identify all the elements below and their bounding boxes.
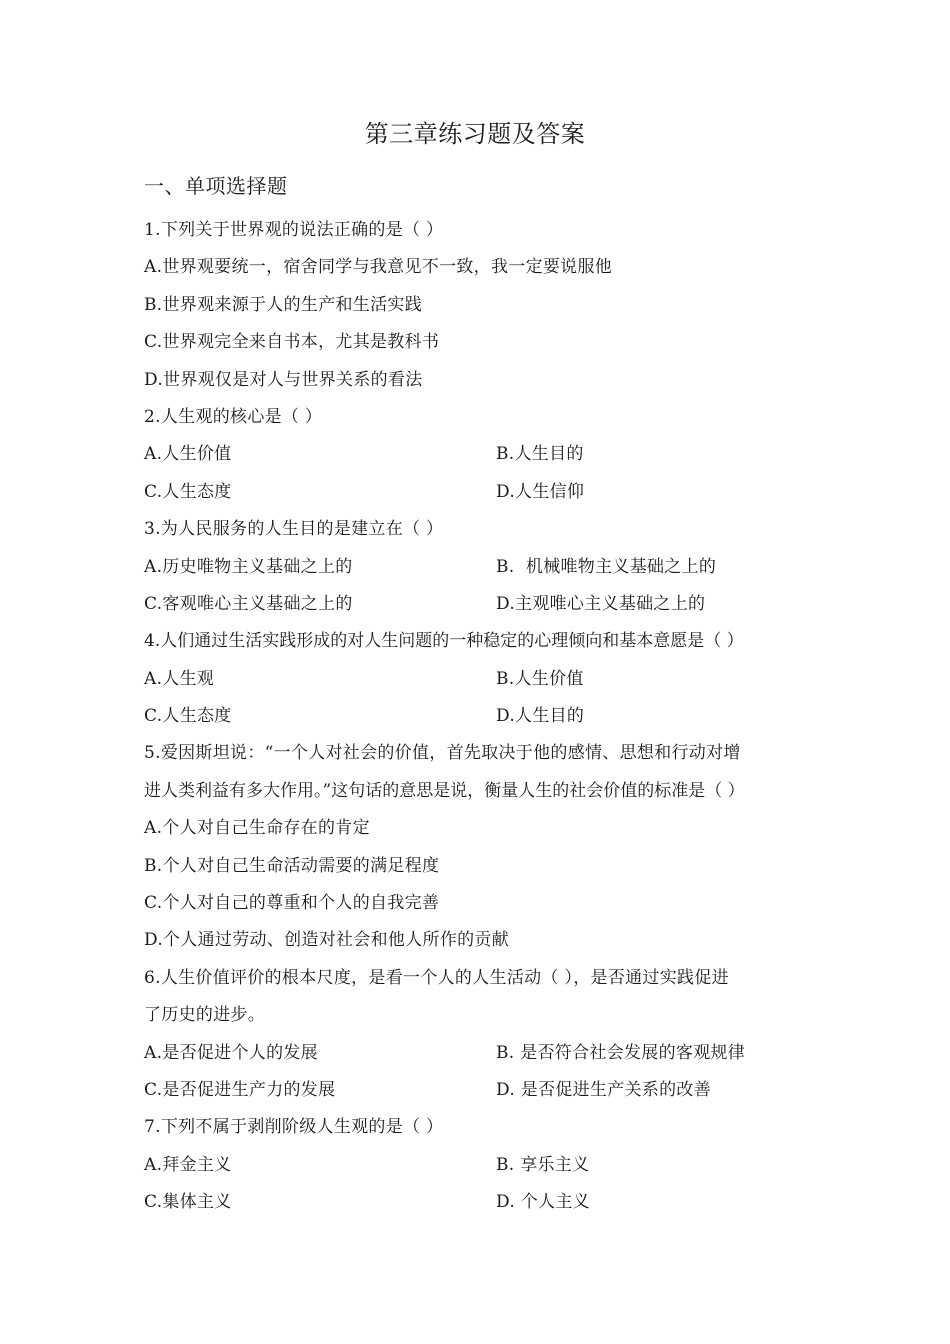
option: A.人生价值 <box>144 444 232 465</box>
option: A.个人对自己生命存在的肯定 <box>144 818 370 839</box>
page-title: 第三章练习题及答案 <box>364 120 586 148</box>
question-stem: 5.爱因斯坦说：“一个人对社会的价值，首先取决于他的感情、思想和行动对增 <box>144 743 741 764</box>
option: B. 机械唯物主义基础之上的 <box>496 556 717 577</box>
option: B.人生目的 <box>496 444 584 465</box>
question-stem-continued: 了历史的进步。 <box>144 1005 266 1026</box>
option: C.个人对自己的尊重和个人的自我完善 <box>144 893 440 914</box>
option-row <box>144 549 816 586</box>
option: A.人生观 <box>144 668 215 689</box>
section-heading: 一、单项选择题 <box>144 174 288 198</box>
option-row <box>144 436 816 473</box>
option: B.世界观来源于人的生产和生活实践 <box>144 294 422 315</box>
option-row <box>144 1072 816 1109</box>
option-row <box>144 474 816 511</box>
option: C.人生态度 <box>144 481 232 502</box>
option: D.人生信仰 <box>496 481 585 502</box>
option: D.主观唯心主义基础之上的 <box>496 593 706 614</box>
option-row <box>144 1035 816 1072</box>
option: A.是否促进个人的发展 <box>144 1042 318 1063</box>
option: D.人生目的 <box>496 706 585 727</box>
question-stem: 2.人生观的核心是（ ） <box>144 406 323 427</box>
question-stem: 7.下列不属于剥削阶级人生观的是（ ） <box>144 1117 444 1138</box>
option-row <box>144 1184 816 1221</box>
option: A.历史唯物主义基础之上的 <box>144 556 353 577</box>
option-row <box>144 698 816 735</box>
option: A.世界观要统一，宿舍同学与我意见不一致，我一定要说服他 <box>144 257 613 278</box>
option: C.是否促进生产力的发展 <box>144 1079 336 1100</box>
option: B. 享乐主义 <box>496 1154 590 1175</box>
option: A.拜金主义 <box>144 1154 232 1175</box>
option: C.人生态度 <box>144 706 232 727</box>
option: D.个人通过劳动、创造对社会和他人所作的贡献 <box>144 930 510 951</box>
question-stem-continued: 进人类利益有多大作用。”这句话的意思是说，衡量人生的社会价值的标准是（ ） <box>144 780 745 801</box>
option: C.客观唯心主义基础之上的 <box>144 593 353 614</box>
option: B. 是否符合社会发展的客观规律 <box>496 1042 746 1063</box>
option-row <box>144 661 816 698</box>
option: B.个人对自己生命活动需要的满足程度 <box>144 855 440 876</box>
question-list <box>144 212 816 1222</box>
option: C.集体主义 <box>144 1192 232 1213</box>
question-stem: 4.人们通过生活实践形成的对人生问题的一种稳定的心理倾向和基本意愿是（ ） <box>144 631 744 652</box>
option-row <box>144 1147 816 1184</box>
option-row <box>144 586 816 623</box>
option: B.人生价值 <box>496 668 584 689</box>
option: C.世界观完全来自书本，尤其是教科书 <box>144 332 440 353</box>
question-stem: 6.人生价值评价的根本尺度，是看一个人的人生活动（ ），是否通过实践促进 <box>144 967 729 988</box>
option: D. 是否促进生产关系的改善 <box>496 1079 712 1100</box>
option: D.世界观仅是对人与世界关系的看法 <box>144 369 423 390</box>
question-stem: 1.下列关于世界观的说法正确的是（ ） <box>144 220 444 240</box>
question-stem: 3.为人民服务的人生目的是建立在（ ） <box>144 519 444 540</box>
option: D. 个人主义 <box>496 1192 590 1213</box>
